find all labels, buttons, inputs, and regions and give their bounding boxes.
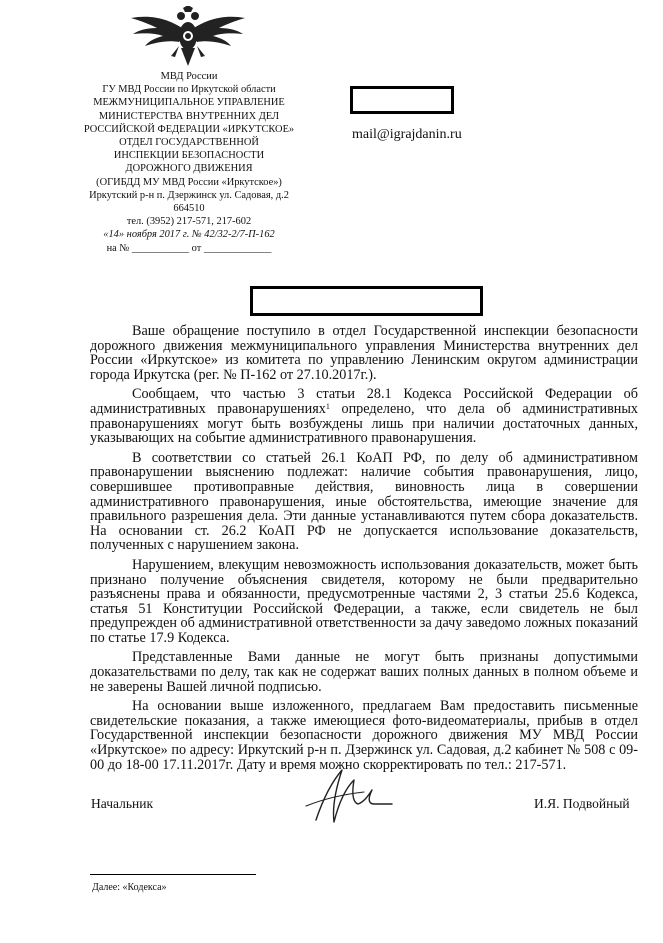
paragraph-5: Представленные Вами данные не могут быть признаны допустимыми доказательствами по делу, так как не содержат ваших полных данных в полном объеме и не заверены Вашей личной подписью. [90, 649, 638, 695]
reference-line: на № ___________ от _____________ [106, 242, 272, 254]
org-address: Иркутский р-н п. Дзержинск ул. Садовая, д.2 [89, 189, 289, 201]
org-line: ИНСПЕКЦИИ БЕЗОПАСНОСТИ [113, 150, 265, 162]
org-line: МИНИСТЕРСТВА ВНУТРЕННИХ ДЕЛ [98, 110, 280, 122]
paragraph-2-end: определено, что дела об административных правонарушениях могут быть возбуждены лишь при наличии достаточных данных, указывающих на событие административного правонарушения. [90, 400, 638, 447]
redacted-salutation-box [250, 286, 483, 316]
org-line: ОТДЕЛ ГОСУДАРСТВЕННОЙ [119, 137, 259, 149]
org-line: ГУ МВД России по Иркутской области [102, 84, 276, 96]
org-line: РОССИЙСКОЙ ФЕДЕРАЦИИ «ИРКУТСКОЕ» [83, 123, 295, 135]
paragraph-1: Ваше обращение поступило в отдел Государственной инспекции безопасности дорожного движения межмуниципального управления Министерства внутренних дел России «Иркутское» из комитета по управлению Ленинским округом администрации города Иркутска (рег. № П-162 от 27.10.2017г.). [90, 323, 638, 383]
signer-title: Начальник [91, 796, 154, 811]
org-line: (ОГИБДД МУ МВД России «Иркутское») [96, 176, 282, 188]
handwritten-signature [302, 762, 396, 828]
paragraph-2 [90, 387, 638, 445]
org-phone: тел. (3952) 217-571, 217-602 [126, 216, 252, 228]
sender-block [60, 70, 318, 255]
paragraph-2-start: Сообщаем, что частью 3 статьи 28.1 Кодекса Российской Федерации об административных правонарушениях [90, 386, 638, 417]
org-postcode: 664510 [173, 203, 205, 215]
footnote-marker: 1 [325, 401, 330, 411]
footnote-text: Далее: «Кодекса» [92, 882, 167, 893]
recipient-email: mail@igrajdanin.ru [352, 127, 462, 142]
org-line: МВД России [160, 71, 218, 82]
paragraph-4: Нарушением, влекущим невозможность использования доказательств, может быть признано получение объяснения свидетеля, которому не были предварительно разъяснены права и обязанности, предусмотренные частями 2, 3 статьи 25.6 Кодекса, статья 51 Конституции Российской Федерации, а также, если свидетель не был предупрежден об административной ответственности за дачу заведомо ложных показаний по статье 17.9 Кодекса. [90, 556, 638, 646]
mvd-emblem-icon [127, 6, 249, 70]
letter-body [90, 324, 638, 777]
letter-date-number: «14» ноября 2017 г. № 42/32-2/7-П-162 [103, 229, 275, 241]
footnote-divider [90, 874, 256, 875]
paragraph-3: В соответствии со статьей 26.1 КоАП РФ, по делу об административном правонарушении выяснению подлежат: наличие события правонарушения, лицо, совершившее противоправные действия, виновность лица в совершении административного правонарушения, иные обстоятельства, имеющие значение для правильного разрешения дела. Эти данные устанавливаются путем сбора доказательств. На основании ст. 26.2 КоАП РФ не допускается использование доказательств, полученных с нарушением закона. [90, 449, 638, 554]
redacted-recipient-box [350, 86, 454, 114]
org-line: ДОРОЖНОГО ДВИЖЕНИЯ [125, 163, 253, 175]
org-line: МЕЖМУНИЦИПАЛЬНОЕ УПРАВЛЕНИЕ [93, 97, 285, 109]
paragraph-6: На основании выше изложенного, предлагаем Вам предоставить письменные свидетельские показания, а также имеющиеся фото-видеоматериалы, прибыв в отдел Государственной инспекции безопасности дорожного движения МУ МВД России «Иркутское» по адресу: Иркутский р-н п. Дзержинск ул. Садовая, д.2 кабинет № 508 с 09-00 до 18-00 17.11.2017г. Дату и время можно скорректировать по тел.: 217-571. [90, 698, 638, 773]
signer-name: И.Я. Подвойный [534, 796, 630, 811]
